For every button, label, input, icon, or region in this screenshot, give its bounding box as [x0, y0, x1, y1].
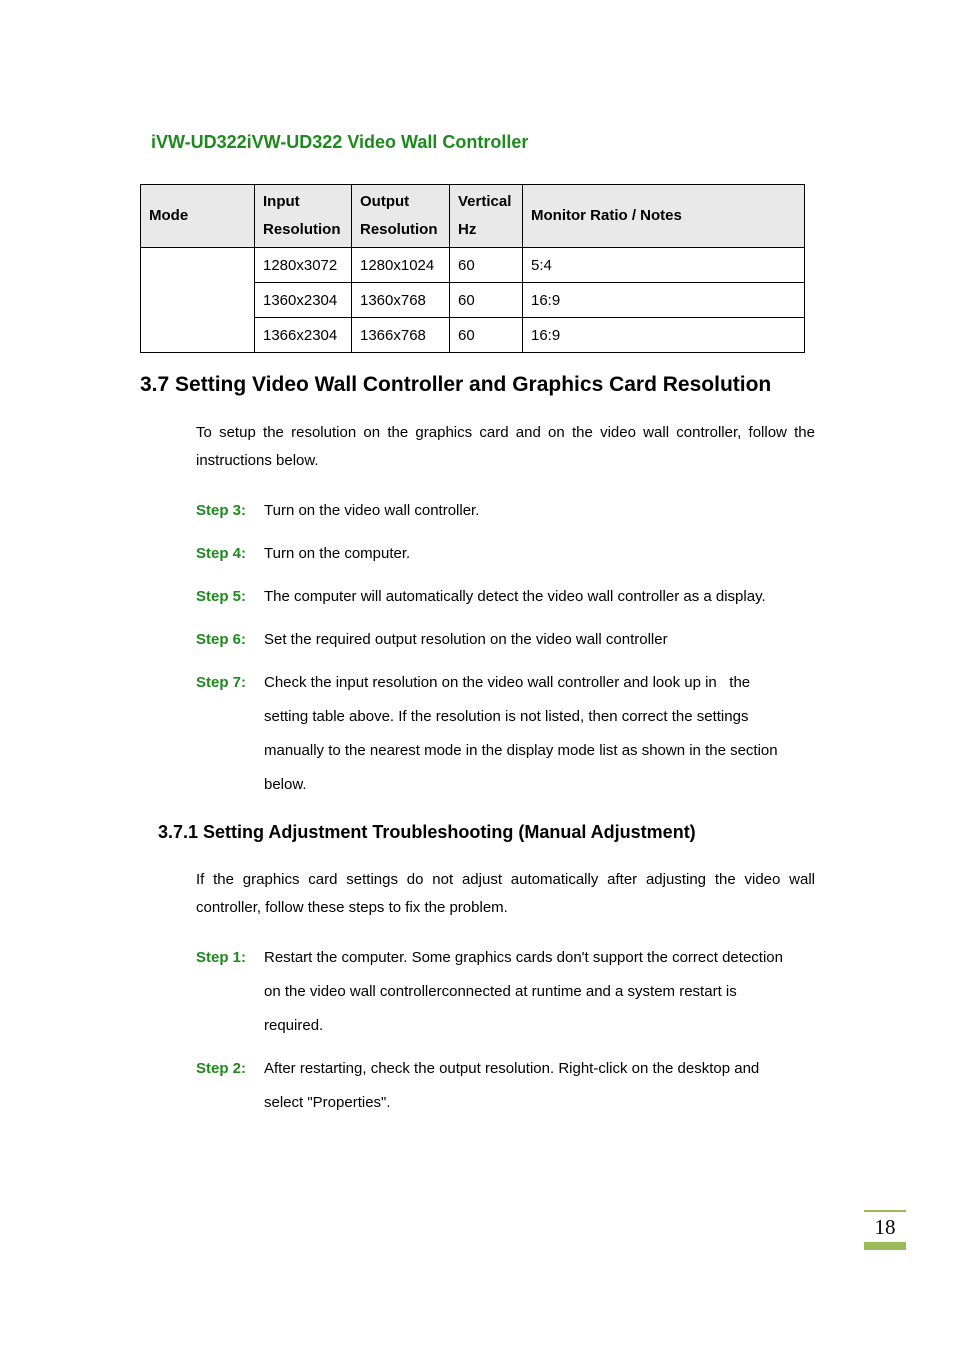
table-cell: 5:4: [523, 248, 805, 283]
col-header-mode: Mode: [141, 185, 255, 248]
section-3-7-intro: To setup the resolution on the graphics card and on the video wall controller, follow the instructions below.: [196, 424, 815, 469]
step-text: Turn on the computer.: [264, 545, 411, 562]
section-3-7-heading: 3.7 Setting Video Wall Controller and Graphics Card Resolution: [140, 373, 772, 396]
step-text: The computer will automatically detect the video wall controller as a display.: [264, 588, 766, 605]
step-label: Step 7:: [196, 674, 247, 691]
step-text: Check the input resolution on the video wall controller and look up in the setting table above. If the resolution is not listed, then correct the settings manually to the nearest mode in the display mode list as shown in the section below.: [264, 674, 778, 793]
step-text: Set the required output resolution on the video wall controller: [264, 631, 668, 648]
table-cell: 1280x3072: [255, 248, 352, 283]
table-cell: 60: [450, 283, 523, 318]
page-number-bar: [864, 1242, 906, 1250]
table-row: [141, 248, 805, 283]
col-header-output-resolution: Output Resolution: [352, 185, 450, 248]
section-3-7-1-heading: 3.7.1 Setting Adjustment Troubleshooting (Manual Adjustment): [158, 822, 696, 842]
resolution-table: [140, 184, 805, 353]
step-text: Turn on the video wall controller.: [264, 502, 480, 519]
page-number: 18: [864, 1210, 906, 1250]
table-cell: 60: [450, 318, 523, 353]
table-cell: 60: [450, 248, 523, 283]
step-5: [196, 588, 821, 606]
step-7: [196, 674, 821, 802]
table-cell: 16:9: [523, 318, 805, 353]
step-3: [196, 502, 821, 520]
step-4: [196, 545, 821, 563]
step-label: Step 3:: [196, 502, 247, 519]
step-6: [196, 631, 821, 649]
step-1: [196, 949, 821, 1043]
col-header-vertical-hz: Vertical Hz: [450, 185, 523, 248]
table-cell: 16:9: [523, 283, 805, 318]
step-label: Step 4:: [196, 545, 247, 562]
table-header-row: [141, 185, 805, 248]
step-2: [196, 1060, 821, 1120]
table-cell: 1360x768: [352, 283, 450, 318]
step-text: Restart the computer. Some graphics cards don't support the correct detection on the video wall controllerconnected at runtime and a system restart is required.: [264, 949, 783, 1034]
table-cell: 1366x2304: [255, 318, 352, 353]
mode-cell: [141, 248, 255, 353]
step-label: Step 6:: [196, 631, 247, 648]
step-label: Step 1:: [196, 949, 247, 966]
section-3-7-1-intro: If the graphics card settings do not adjust automatically after adjusting the video wall controller, follow these steps to fix the problem.: [196, 871, 815, 916]
step-label: Step 2:: [196, 1060, 247, 1077]
col-header-monitor-ratio: Monitor Ratio / Notes: [523, 185, 805, 248]
step-label: Step 5:: [196, 588, 247, 605]
table-cell: 1360x2304: [255, 283, 352, 318]
table-cell: 1366x768: [352, 318, 450, 353]
table-cell: 1280x1024: [352, 248, 450, 283]
col-header-input-resolution: Input Resolution: [255, 185, 352, 248]
step-text: After restarting, check the output resolution. Right-click on the desktop and select "Properties".: [264, 1060, 760, 1111]
document-header-title: iVW-UD322iVW-UD322 Video Wall Controller: [151, 132, 529, 152]
